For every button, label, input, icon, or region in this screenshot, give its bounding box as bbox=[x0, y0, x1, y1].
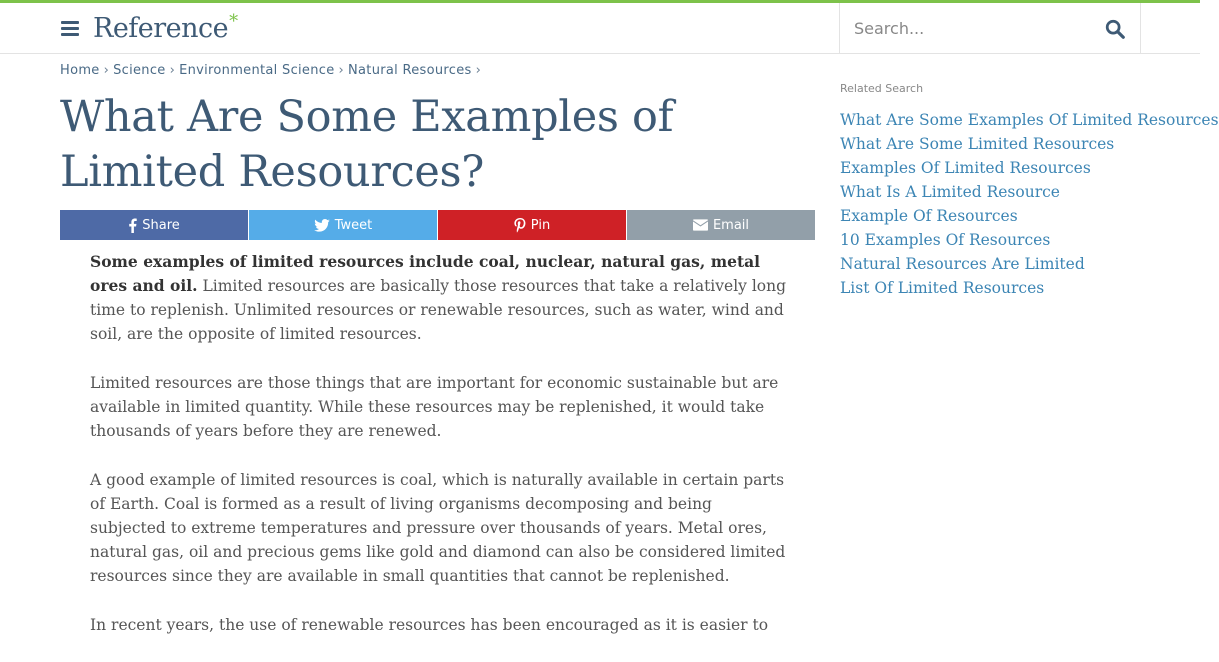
pinterest-icon bbox=[514, 218, 526, 233]
twitter-icon bbox=[314, 219, 330, 232]
twitter-tweet-button[interactable] bbox=[249, 210, 437, 240]
breadcrumb-environmental-science[interactable]: Environmental Science bbox=[179, 63, 335, 78]
top-navbar bbox=[0, 0, 1200, 54]
breadcrumb-home[interactable]: Home bbox=[60, 63, 100, 78]
breadcrumb-separator: › bbox=[338, 63, 345, 78]
article-paragraph: In recent years, the use of renewable resources has been encouraged as it is easier to bbox=[90, 616, 769, 634]
logo-star: * bbox=[229, 11, 238, 32]
article-lead-text: Limited resources are basically those resources that take a relatively long time to replenish. Unlimited resources or renewable resources, such as water, wind and soil, are the opposite of limited resources. bbox=[90, 277, 787, 343]
site-logo[interactable] bbox=[93, 11, 238, 44]
breadcrumb-natural-resources[interactable]: Natural Resources bbox=[348, 63, 472, 78]
pinterest-pin-label: Pin bbox=[530, 217, 551, 233]
breadcrumb-science[interactable]: Science bbox=[113, 63, 166, 78]
email-icon bbox=[693, 219, 708, 231]
breadcrumb-separator: › bbox=[475, 63, 482, 78]
page-title: What Are Some Examples of Limited Resources? bbox=[60, 92, 674, 197]
breadcrumb bbox=[60, 63, 485, 78]
facebook-icon bbox=[128, 218, 137, 233]
related-search-heading: Related Search bbox=[840, 82, 924, 95]
article-paragraph bbox=[90, 250, 790, 346]
hamburger-menu-icon[interactable] bbox=[61, 21, 79, 35]
article-body bbox=[90, 250, 790, 662]
search-input[interactable] bbox=[840, 3, 1090, 53]
facebook-share-button[interactable] bbox=[60, 210, 248, 240]
breadcrumb-separator: › bbox=[103, 63, 110, 78]
article-lead-summary: Some examples of limited resources include coal, nuclear, natural gas, metal ores and oil. bbox=[90, 252, 761, 295]
related-search-link[interactable]: What Are Some Limited Resources bbox=[840, 135, 1115, 153]
related-search-link[interactable]: 10 Examples Of Resources bbox=[840, 231, 1051, 249]
article-paragraph: Limited resources are those things that are important for economic sustainable but are available in limited quantity. While these resources may be replenished, it would take thousands of years before they are renewed. bbox=[90, 374, 779, 440]
email-share-label: Email bbox=[712, 217, 750, 233]
pinterest-pin-button[interactable] bbox=[438, 210, 626, 240]
related-search-link[interactable]: List Of Limited Resources bbox=[840, 279, 1045, 297]
related-search-link[interactable]: Natural Resources Are Limited bbox=[840, 255, 1085, 273]
related-search-link[interactable]: What Are Some Examples Of Limited Resources bbox=[840, 111, 1219, 129]
twitter-tweet-label: Tweet bbox=[334, 217, 373, 233]
search-icon[interactable] bbox=[1104, 18, 1126, 40]
breadcrumb-separator: › bbox=[169, 63, 176, 78]
facebook-share-label: Share bbox=[142, 217, 180, 233]
logo-text: Reference bbox=[93, 13, 229, 44]
article-paragraph: A good example of limited resources is coal, which is naturally available in certain parts of Earth. Coal is formed as a result of living organisms decomposing and being subjected to extreme temperatures and pressure over thousands of years. Metal ores, natural gas, oil and precious gems like gold and diamond can also be considered limited resources since they are available in small quantities that cannot be replenished. bbox=[90, 471, 786, 585]
email-share-button[interactable] bbox=[627, 210, 815, 240]
related-search-link[interactable]: Example Of Resources bbox=[840, 207, 1018, 225]
related-search-link[interactable]: Examples Of Limited Resources bbox=[840, 159, 1091, 177]
related-search-panel bbox=[840, 82, 1219, 300]
related-search-link[interactable]: What Is A Limited Resource bbox=[840, 183, 1060, 201]
search-box bbox=[839, 3, 1141, 53]
share-bar bbox=[60, 210, 815, 240]
